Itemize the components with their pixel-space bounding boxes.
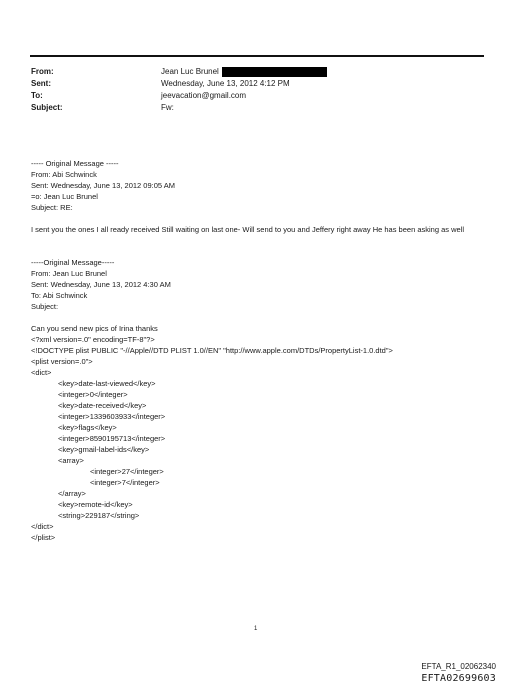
xml-line: <integer>1339603933</integer> — [58, 412, 166, 421]
orig1-subject: Subject: RE: — [31, 203, 73, 212]
orig2-sent: Sent: Wednesday, June 13, 2012 4:30 AM — [31, 280, 171, 289]
orig2-to: To: Abi Schwinck — [31, 291, 88, 300]
header-divider — [30, 55, 484, 57]
sent-label: Sent: — [31, 79, 51, 88]
subject-label: Subject: — [31, 103, 63, 112]
subject-value: Fw: — [161, 103, 174, 112]
xml-line: <key>date-last-viewed</key> — [58, 379, 156, 388]
xml-doctype: <!DOCTYPE plist PUBLIC "-//Apple//DTD PLIST 1.0//EN" "http://www.apple.com/DTDs/PropertyList-1.0.dtd"> — [31, 346, 393, 355]
to-value: jeevacation@gmail.com — [161, 91, 247, 100]
bates-number-secondary: EFTA_R1_02062340 — [421, 662, 496, 671]
orig1-separator: ----- Original Message ----- — [31, 159, 119, 168]
orig1-sent: Sent: Wednesday, June 13, 2012 09:05 AM — [31, 181, 175, 190]
plist-close: </plist> — [31, 533, 56, 542]
orig2-separator: -----Original Message----- — [31, 258, 115, 267]
request-message: Can you send new pics of Irina thanks — [31, 324, 158, 333]
xml-line: <integer>8590195713</integer> — [58, 434, 166, 443]
xml-line: <key>remote-id</key> — [58, 500, 133, 509]
bates-number-primary: EFTA02699603 — [421, 673, 496, 684]
plist-open: <plist version=.0"> — [31, 357, 93, 366]
xml-array-item: <integer>27</integer> — [90, 467, 164, 476]
page-number: 1 — [254, 626, 258, 632]
xml-line: <key>date-received</key> — [58, 401, 147, 410]
dict-close: </dict> — [31, 522, 54, 531]
xml-line: <array> — [58, 456, 84, 465]
dict-open: <dict> — [31, 368, 52, 377]
from-value: Jean Luc Brunel — [161, 67, 327, 77]
to-label: To: — [31, 91, 43, 100]
xml-line: <string>229187</string> — [58, 511, 140, 520]
xml-array-item: <integer>7</integer> — [90, 478, 160, 487]
orig2-subject: Subject: — [31, 302, 59, 311]
sent-value: Wednesday, June 13, 2012 4:12 PM — [161, 79, 290, 88]
orig2-from: From: Jean Luc Brunel — [31, 269, 107, 278]
reply-message: I sent you the ones I all ready received Still waiting on last one- Will send to you and Jeffery right away He has been asking as well — [31, 225, 465, 234]
xml-line: <key>gmail-label-ids</key> — [58, 445, 150, 454]
xml-line: <integer>0</integer> — [58, 390, 128, 399]
redaction-bar — [222, 67, 327, 77]
from-label: From: — [31, 67, 54, 76]
orig1-from: From: Abi Schwinck — [31, 170, 97, 179]
xml-line: </array> — [58, 489, 86, 498]
xml-declaration: <?xml version=.0" encoding=TF-8"?> — [31, 335, 155, 344]
orig1-to: =o: Jean Luc Brunel — [31, 192, 98, 201]
xml-line: <key>flags</key> — [58, 423, 117, 432]
